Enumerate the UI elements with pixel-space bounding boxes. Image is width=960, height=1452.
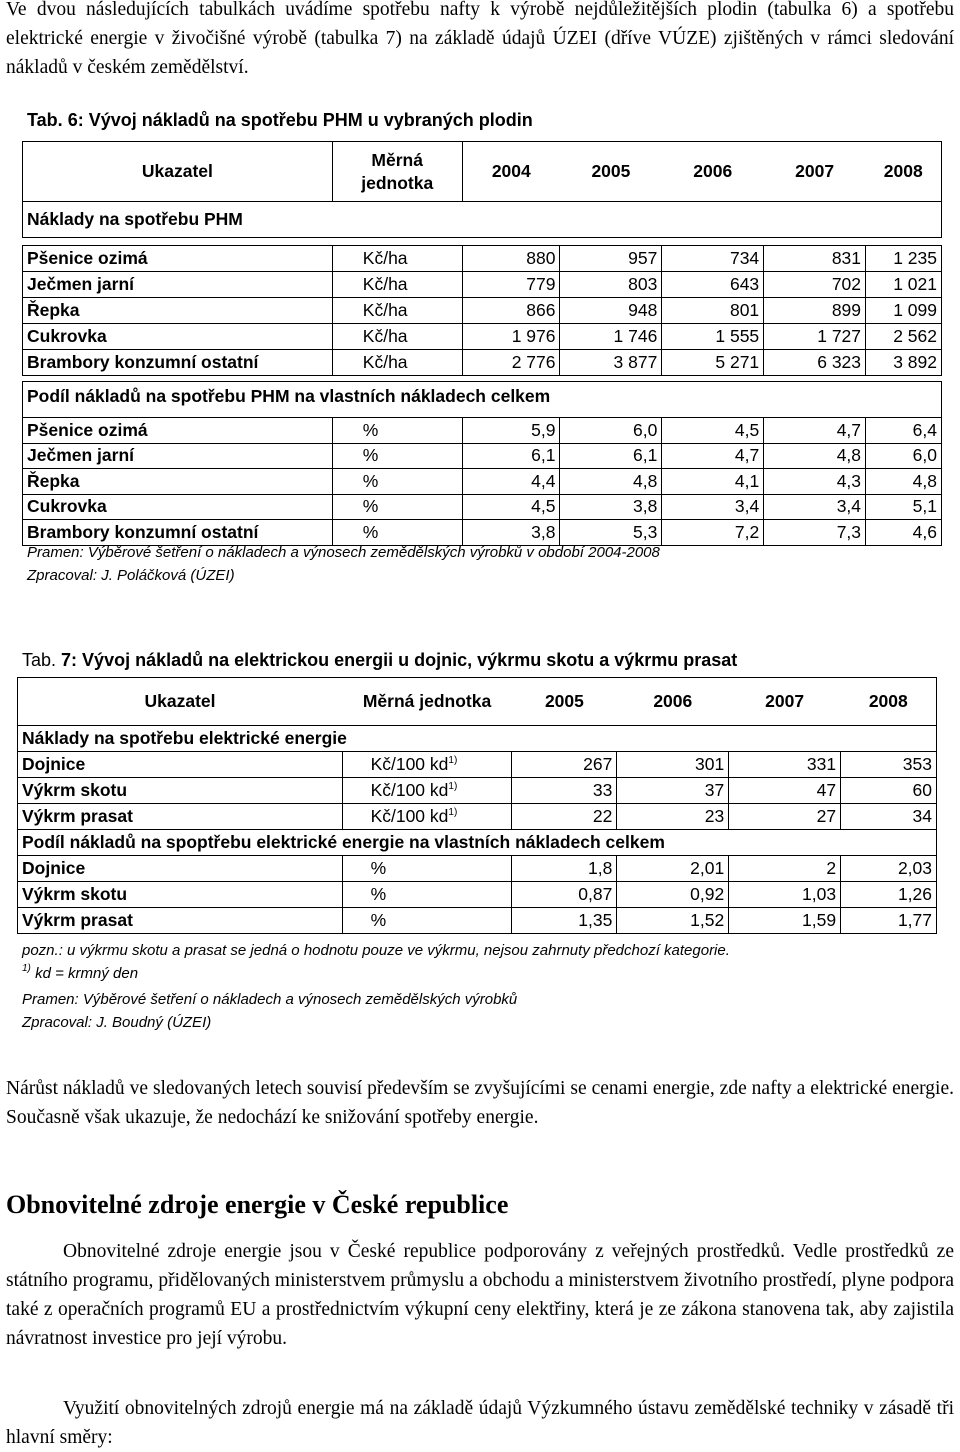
row-label: Pšenice ozimá xyxy=(23,246,333,272)
tab6-year: 2004 xyxy=(462,142,560,202)
table-cell: 34 xyxy=(841,804,937,830)
table-cell: 3 877 xyxy=(560,350,662,376)
tab7-label: Tab. xyxy=(22,650,57,670)
row-label: Pšenice ozimá xyxy=(23,418,333,444)
table-cell: 301 xyxy=(617,752,729,778)
table-row xyxy=(18,882,937,908)
tab7-head-ukazatel: Ukazatel xyxy=(18,678,343,726)
table-cell: 1,59 xyxy=(729,908,841,934)
row-unit: % xyxy=(342,908,512,934)
table-cell: 5,3 xyxy=(560,520,662,546)
tab7-footnote: $^{1)}$ kd = krmný den xyxy=(22,963,139,982)
row-unit: % xyxy=(332,443,462,469)
table-cell: 4,4 xyxy=(462,469,560,495)
row-label: Výkrm skotu xyxy=(18,778,343,804)
table-cell: 803 xyxy=(560,272,662,298)
table-cell: 957 xyxy=(560,246,662,272)
table-cell: 3 892 xyxy=(866,350,942,376)
table-row xyxy=(23,520,942,546)
row-unit: % xyxy=(332,469,462,495)
row-unit: Kč/ha xyxy=(332,324,462,350)
table-cell: 353 xyxy=(841,752,937,778)
table-cell: 1,52 xyxy=(617,908,729,934)
row-label: Výkrm skotu xyxy=(18,882,343,908)
tab6-year: 2008 xyxy=(866,142,942,202)
table-cell: 1,03 xyxy=(729,882,841,908)
table-cell: 6,1 xyxy=(462,443,560,469)
tab7-year: 2008 xyxy=(841,678,937,726)
table-cell: 6,0 xyxy=(560,418,662,444)
table-cell: 4,5 xyxy=(662,418,764,444)
paragraph-1: Nárůst nákladů ve sledovaných letech souvisí především se zvyšujícími se cenami energie, zde nafty a elektrické energie. Současně však ukazuje, že nedochází ke snižování spotřeby energie. xyxy=(6,1078,954,1128)
table-cell: 4,8 xyxy=(866,469,942,495)
table-row xyxy=(23,443,942,469)
row-label: Výkrm prasat xyxy=(18,908,343,934)
tab7-author: Zpracoval: J. Boudný (ÚZEI) xyxy=(22,1014,212,1031)
table-cell: 643 xyxy=(662,272,764,298)
row-label: Výkrm prasat xyxy=(18,804,343,830)
table-row xyxy=(23,246,942,272)
intro-paragraph: Ve dvou následujících tabulkách uvádíme spotřebu nafty k výrobě nejdůležitějších plodin (tabulka 6) a spotřebu elektrické energie v živočišné výrobě (tabulka 7) na základě údajů ÚZEI (dříve VÚZE) zjištěných v rámci sledování nákladů v českém zemědělství. xyxy=(6,0,954,78)
table-cell: 1 021 xyxy=(866,272,942,298)
tab6-year: 2007 xyxy=(764,142,866,202)
table-cell: 2 562 xyxy=(866,324,942,350)
row-label: Ječmen jarní xyxy=(23,272,333,298)
row-label: Dojnice xyxy=(18,856,343,882)
tab7-year: 2007 xyxy=(729,678,841,726)
table-cell: 831 xyxy=(764,246,866,272)
table-cell: 1 555 xyxy=(662,324,764,350)
table-cell: 3,8 xyxy=(462,520,560,546)
row-label: Cukrovka xyxy=(23,494,333,520)
table-cell: 948 xyxy=(560,298,662,324)
table-cell: 1,35 xyxy=(512,908,617,934)
table-cell: 2 xyxy=(729,856,841,882)
table-row xyxy=(23,324,942,350)
table-row xyxy=(23,350,942,376)
table-cell: 1 746 xyxy=(560,324,662,350)
row-label: Dojnice xyxy=(18,752,343,778)
tab7-section2: Podíl nákladů na spoptřebu elektrické energie na vlastních nákladech celkem xyxy=(18,830,937,856)
tab6-label: Tab. xyxy=(27,110,63,130)
tab6-year: 2006 xyxy=(662,142,764,202)
table-cell: 5,1 xyxy=(866,494,942,520)
tab7-caption xyxy=(22,650,737,671)
row-unit: % xyxy=(342,882,512,908)
table-cell: 47 xyxy=(729,778,841,804)
table-cell: 1 235 xyxy=(866,246,942,272)
table-cell: 4,1 xyxy=(662,469,764,495)
table-cell: 866 xyxy=(462,298,560,324)
table-cell: 702 xyxy=(764,272,866,298)
table-cell: 2 776 xyxy=(462,350,560,376)
paragraph-2: Obnovitelné zdroje energie jsou v České republice podporovány z veřejných prostředků. Vedle prostředků ze státního programu, přidělovaných ministerstvem průmyslu a obchodu a ministerstvem životního prostředí, plyne podpora také z operačních programů EU a prostřednictvím výkupní ceny elektřiny, která je ze zákona stanovena tak, aby zajistila návratnost investice pro její výrobu. xyxy=(6,1241,954,1349)
table-cell: 4,3 xyxy=(764,469,866,495)
table-cell: 899 xyxy=(764,298,866,324)
table-cell: 3,8 xyxy=(560,494,662,520)
tab7-head-unit: Měrná jednotka xyxy=(342,678,512,726)
table-cell: 5 271 xyxy=(662,350,764,376)
table-cell: 4,5 xyxy=(462,494,560,520)
row-unit: Kč/100 $kd^{1)}$ xyxy=(342,752,512,778)
tab6-head-unit: Měrná jednotka xyxy=(332,142,462,202)
table-cell: 23 xyxy=(617,804,729,830)
row-unit: Kč/100 $kd^{1)}$ xyxy=(342,804,512,830)
tab6-table xyxy=(22,141,942,546)
table-row xyxy=(23,298,942,324)
row-label: Brambory konzumní ostatní xyxy=(23,520,333,546)
table-row xyxy=(23,272,942,298)
tab6-caption xyxy=(27,110,533,131)
section-heading: Obnovitelné zdroje energie v České republice xyxy=(6,1190,509,1219)
tab7-title: 7: Vývoj nákladů na elektrickou energii u dojnic, výkrmu skotu a výkrmu prasat xyxy=(61,650,738,670)
row-unit: % xyxy=(332,494,462,520)
table-cell: 7,3 xyxy=(764,520,866,546)
table-cell: 4,8 xyxy=(764,443,866,469)
table-cell: 880 xyxy=(462,246,560,272)
paragraph-3: Využití obnovitelných zdrojů energie má na základě údajů Výzkumného ústavu zemědělské techniky v zásadě tři hlavní směry: xyxy=(6,1398,954,1448)
tab6-year: 2005 xyxy=(560,142,662,202)
table-cell: 1 727 xyxy=(764,324,866,350)
table-cell: 33 xyxy=(512,778,617,804)
row-label: Cukrovka xyxy=(23,324,333,350)
tab7-note: pozn.: u výkrmu skotu a prasat se jedná o hodnotu pouze ve výkrmu, nejsou zahrnuty předchozí kategorie. xyxy=(22,942,730,959)
tab7-source: Pramen: Výběrové šetření o nákladech a výnosech zemědělských výrobků xyxy=(22,991,518,1008)
table-cell: 1,8 xyxy=(512,856,617,882)
table-cell: 1 976 xyxy=(462,324,560,350)
table-cell: 3,4 xyxy=(662,494,764,520)
table-cell: 6 323 xyxy=(764,350,866,376)
table-cell: 1,77 xyxy=(841,908,937,934)
table-cell: 1 099 xyxy=(866,298,942,324)
table-cell: 2,03 xyxy=(841,856,937,882)
tab7-table xyxy=(17,677,937,934)
table-cell: 331 xyxy=(729,752,841,778)
table-row xyxy=(18,804,937,830)
tab6-section2: Podíl nákladů na spotřebu PHM na vlastních nákladech celkem xyxy=(23,382,942,412)
table-row xyxy=(23,494,942,520)
row-unit: % xyxy=(342,856,512,882)
table-cell: 2,01 xyxy=(617,856,729,882)
tab7-year: 2005 xyxy=(512,678,617,726)
row-unit: Kč/ha xyxy=(332,350,462,376)
table-cell: 3,4 xyxy=(764,494,866,520)
table-cell: 6,4 xyxy=(866,418,942,444)
table-cell: 37 xyxy=(617,778,729,804)
table-cell: 22 xyxy=(512,804,617,830)
table-cell: 4,7 xyxy=(764,418,866,444)
tab6-source: Pramen: Výběrové šetření o nákladech a výnosech zemědělských výrobků v období 2004-2008 xyxy=(27,544,660,561)
tab7-section1: Náklady na spotřebu elektrické energie xyxy=(18,726,937,752)
table-row xyxy=(23,469,942,495)
table-cell: 7,2 xyxy=(662,520,764,546)
tab7-year: 2006 xyxy=(617,678,729,726)
table-cell: 27 xyxy=(729,804,841,830)
row-unit: Kč/ha xyxy=(332,272,462,298)
row-unit: Kč/ha xyxy=(332,246,462,272)
row-label: Ječmen jarní xyxy=(23,443,333,469)
table-row xyxy=(18,856,937,882)
table-cell: 4,7 xyxy=(662,443,764,469)
table-cell: 734 xyxy=(662,246,764,272)
row-label: Řepka xyxy=(23,469,333,495)
table-cell: 0,92 xyxy=(617,882,729,908)
table-cell: 801 xyxy=(662,298,764,324)
table-cell: 60 xyxy=(841,778,937,804)
table-cell: 6,0 xyxy=(866,443,942,469)
tab6-author: Zpracoval: J. Poláčková (ÚZEI) xyxy=(27,567,235,584)
table-cell: 5,9 xyxy=(462,418,560,444)
table-cell: 1,26 xyxy=(841,882,937,908)
table-row xyxy=(18,752,937,778)
tab6-head-ukazatel: Ukazatel xyxy=(23,142,333,202)
row-label: Brambory konzumní ostatní xyxy=(23,350,333,376)
table-cell: 4,8 xyxy=(560,469,662,495)
table-cell: 6,1 xyxy=(560,443,662,469)
table-row xyxy=(18,778,937,804)
table-cell: 0,87 xyxy=(512,882,617,908)
tab6-title: 6: Vývoj nákladů na spotřebu PHM u vybraných plodin xyxy=(67,110,533,130)
tab6-section1: Náklady na spotřebu PHM xyxy=(23,202,942,238)
row-unit: Kč/100 $kd^{1)}$ xyxy=(342,778,512,804)
row-label: Řepka xyxy=(23,298,333,324)
table-cell: 4,6 xyxy=(866,520,942,546)
table-cell: 267 xyxy=(512,752,617,778)
row-unit: Kč/ha xyxy=(332,298,462,324)
table-cell: 779 xyxy=(462,272,560,298)
row-unit: % xyxy=(332,520,462,546)
row-unit: % xyxy=(332,418,462,444)
table-row xyxy=(18,908,937,934)
table-row xyxy=(23,418,942,444)
